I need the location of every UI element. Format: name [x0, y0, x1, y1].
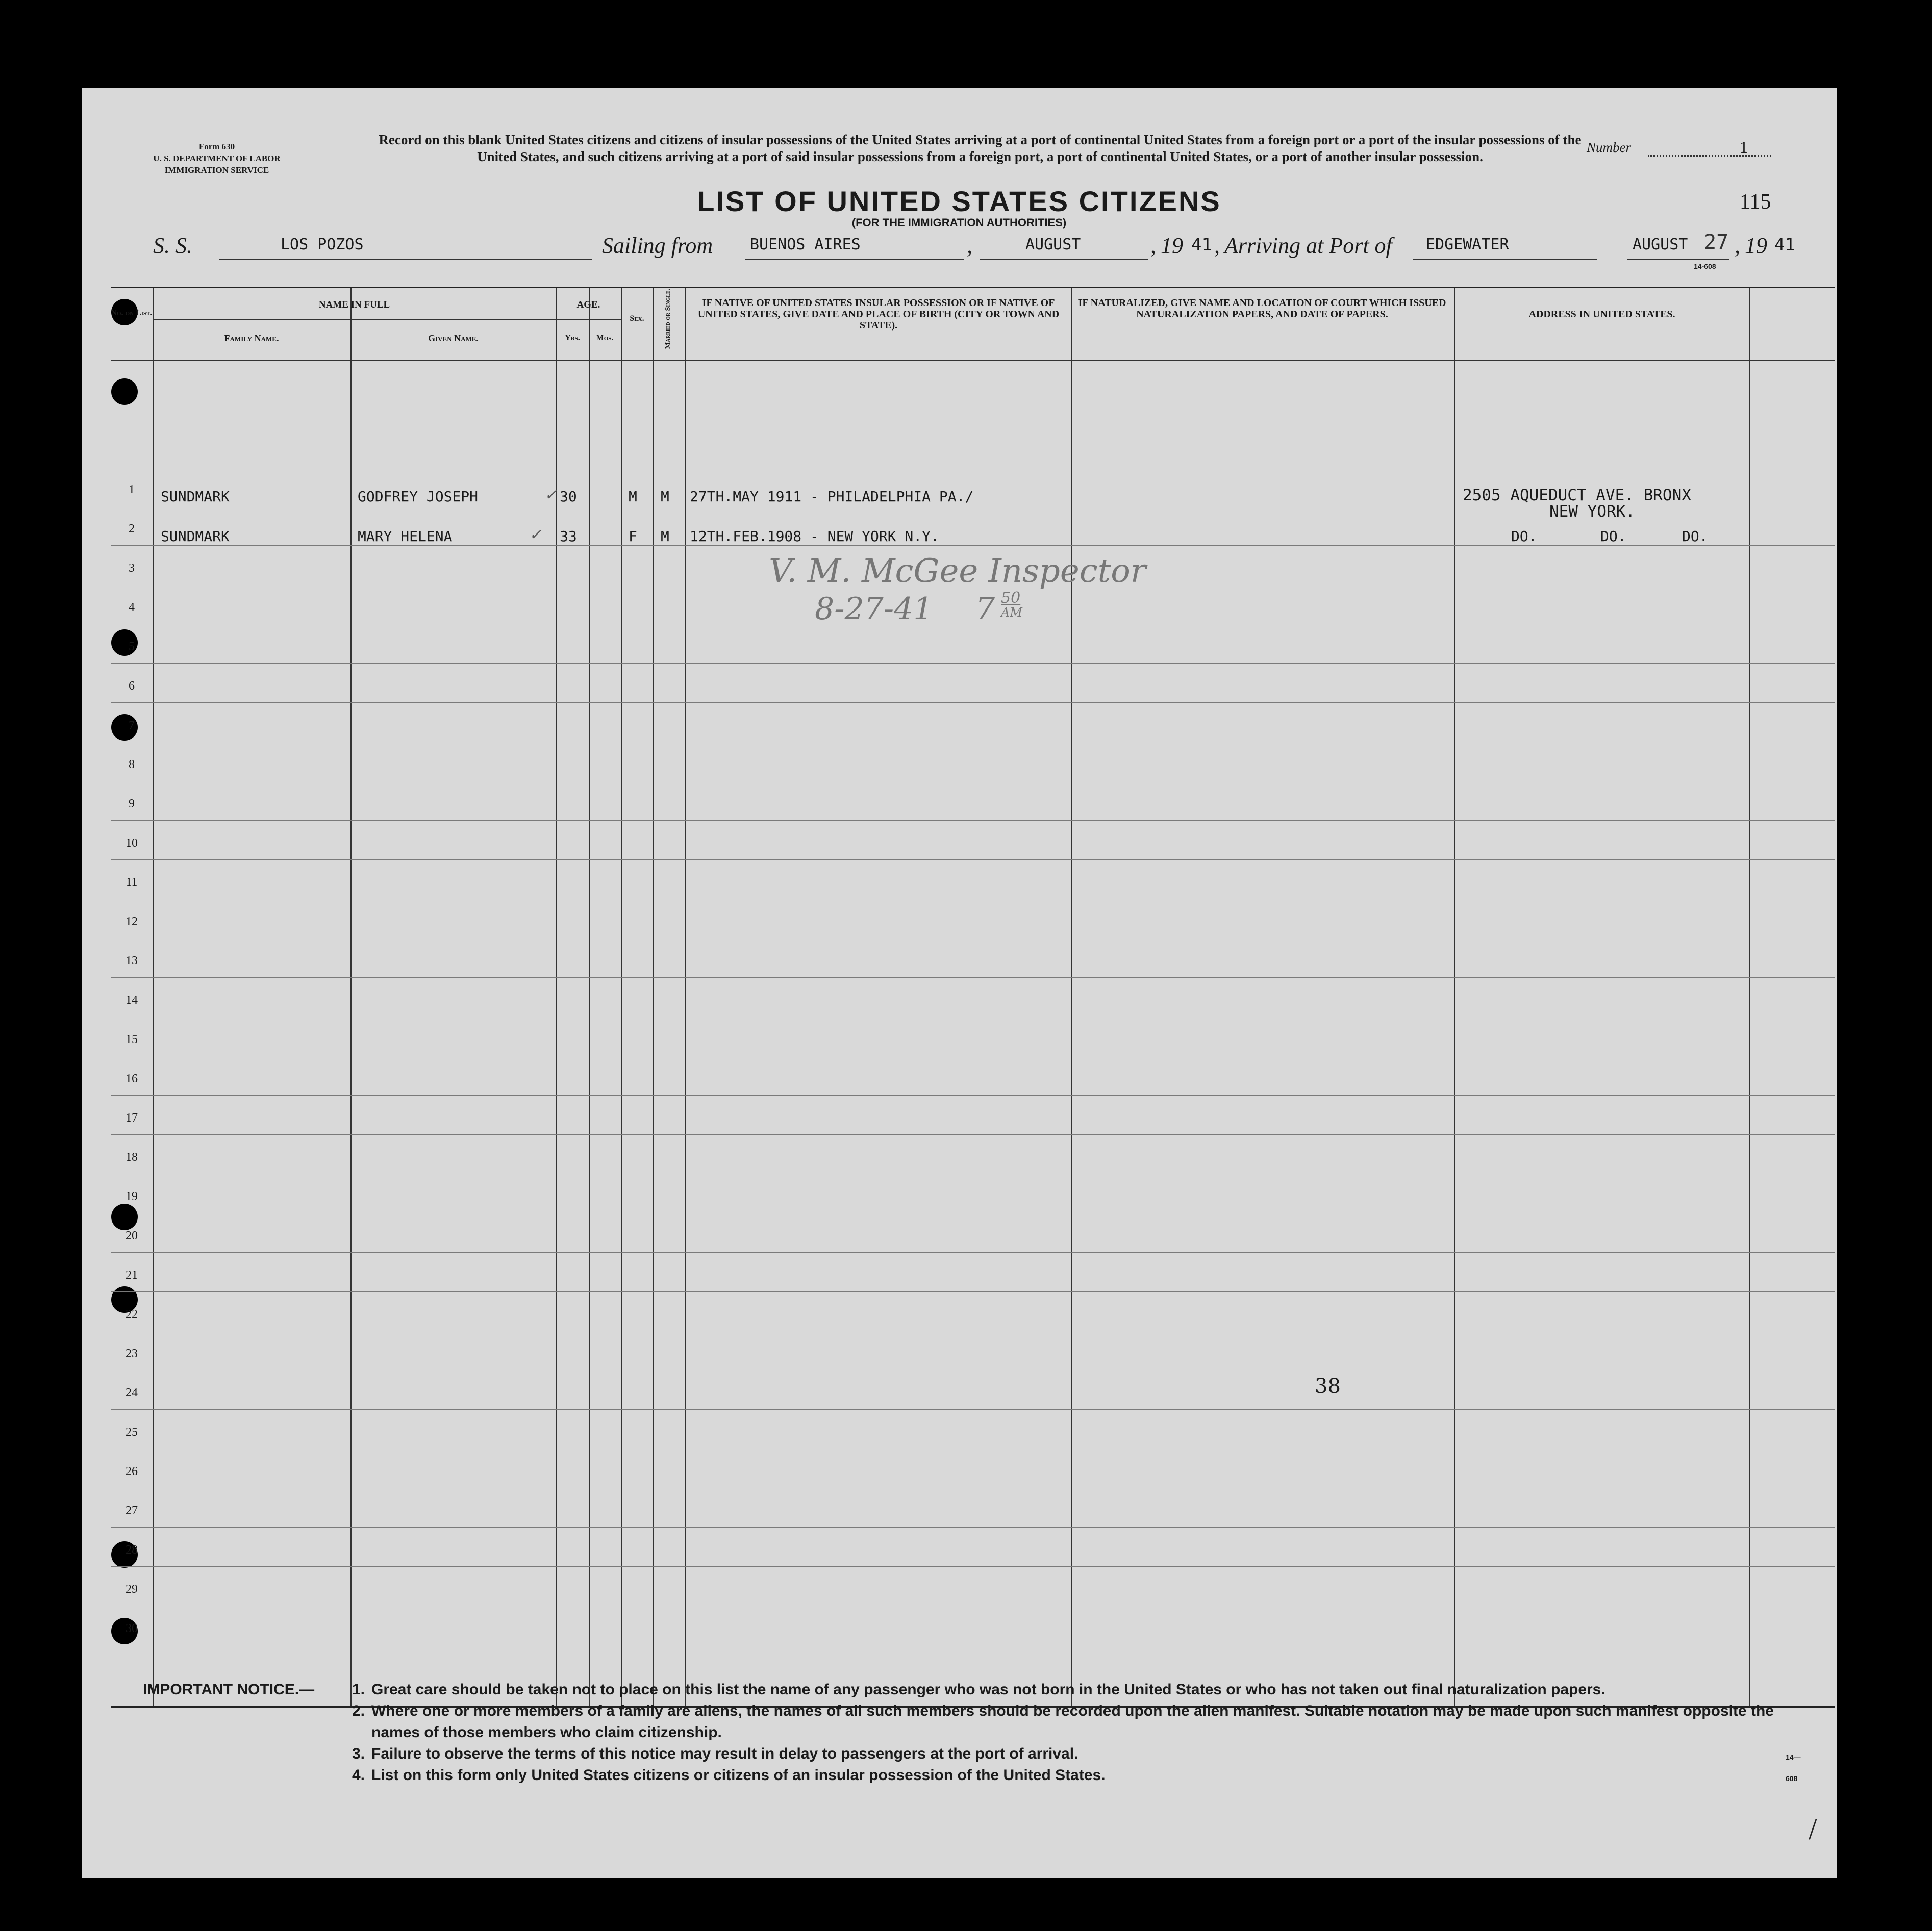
inspection-minutes: 50	[1001, 589, 1021, 607]
row-number: 6	[129, 679, 135, 693]
form-subtitle: (FOR THE IMMIGRATION AUTHORITIES)	[851, 216, 1067, 229]
notice-item	[352, 1679, 1821, 1700]
header-naturalization: IF NATURALIZED, GIVE NAME AND LOCATION OF COURT WHICH ISSUED NATURALIZATION PAPERS, AND DATE OF PAPERS.	[1078, 297, 1446, 320]
given-name-cell: GODFREY JOSEPH	[358, 488, 479, 505]
header-sex: Sex.	[630, 314, 644, 323]
row-number: 8	[129, 758, 135, 771]
row-number: 9	[129, 797, 135, 810]
header-yrs: Yrs.	[565, 334, 580, 342]
inspection-ampm: AM	[1001, 605, 1022, 620]
sailing-label: Sailing from	[602, 233, 713, 258]
printer-code: 14-608	[1694, 262, 1716, 270]
column-divider	[1454, 288, 1455, 1706]
depart-year-prefix: 19	[1161, 233, 1183, 258]
department: U. S. DEPARTMENT OF LABOR	[153, 154, 281, 163]
row-rule	[111, 1566, 1835, 1567]
arriving-label: Arriving at Port of	[1224, 233, 1392, 258]
header-subrule	[556, 319, 621, 320]
row-rule	[111, 1095, 1835, 1096]
row-number: 24	[126, 1386, 138, 1400]
manifest-sheet	[82, 88, 1837, 1878]
notice-item-number: 3.	[352, 1745, 365, 1762]
row-rule	[111, 1134, 1835, 1135]
row-rule	[111, 702, 1835, 703]
notice-item-text: Failure to observe the terms of this notice may result in delay to passengers at the port of arrival.	[371, 1745, 1078, 1762]
notice-item	[352, 1765, 1821, 1786]
row-number: 14	[126, 994, 138, 1007]
arrival-year: 41	[1774, 235, 1795, 255]
birth-cell: 27TH.MAY 1911 - PHILADELPHIA PA./	[690, 488, 974, 505]
column-divider	[350, 288, 352, 1706]
row-number: 12	[126, 915, 138, 928]
notice-item-text: Great care should be taken not to place on this list the name of any passenger who was not born in the United States or who has not taken out final naturalization papers.	[371, 1681, 1605, 1698]
row-number: 4	[129, 601, 135, 614]
row-number: 5	[129, 640, 135, 653]
birth-cell: 12TH.FEB.1908 - NEW YORK N.Y.	[690, 528, 939, 545]
column-divider	[653, 288, 654, 1706]
row-rule	[111, 1527, 1835, 1528]
stamp-number: 38	[1315, 1375, 1341, 1398]
passenger-table	[111, 287, 1835, 1708]
depart-month: AUGUST	[1025, 236, 1081, 253]
column-divider	[589, 288, 590, 1706]
row-number: 30	[126, 1622, 138, 1635]
check-mark: ✓	[529, 526, 542, 544]
form-instructions: Record on this blank United States citizens and citizens of insular possessions of the United States arriving at a port of continental United States from a foreign port or a port of the insular possessions of the United States, and such citizens arriving at a port of said insular possessions from a foreign port, a port of continental United States, or a port of another insular possession.	[379, 132, 1582, 164]
row-number: 19	[126, 1190, 138, 1203]
given-name-cell: MARY HELENA	[358, 528, 453, 545]
row-number: 27	[126, 1504, 138, 1517]
sex-cell: M	[629, 488, 637, 505]
arrival-month: AUGUST	[1633, 236, 1688, 253]
header-separator	[111, 360, 1835, 361]
service: IMMIGRATION SERVICE	[164, 165, 269, 175]
from-port: BUENOS AIRES	[750, 236, 861, 253]
column-divider	[1749, 288, 1750, 1706]
address-ditto-cell: DO.	[1682, 528, 1708, 545]
row-number: 13	[126, 954, 138, 968]
family-name-cell: SUNDMARK	[161, 528, 230, 545]
row-number: 22	[126, 1308, 138, 1321]
header-birth-info: IF NATIVE OF UNITED STATES INSULAR POSSESSION OR IF NATIVE OF UNITED STATES, GIVE DATE AND PLACE OF BIRTH (CITY OR TOWN AND STATE).	[697, 297, 1060, 331]
row-number: 15	[126, 1033, 138, 1046]
row-rule	[111, 977, 1835, 978]
voyage-line: S. S. LOS POZOS Sailing from BUENOS AIRES , AUGUST , 19 41 , Arriving at Port of EDGEWATER AUGUST 27 , 19 41 14-608	[153, 231, 1795, 270]
row-number: 25	[126, 1426, 138, 1439]
notice-item-number: 2.	[352, 1703, 365, 1719]
number-value: 1	[1740, 138, 1748, 156]
row-number: 3	[129, 562, 135, 575]
number-line	[1648, 155, 1771, 157]
marital-cell: M	[661, 488, 669, 505]
arrival-date-underline	[1627, 259, 1729, 260]
column-divider	[621, 288, 622, 1706]
row-number: 26	[126, 1465, 138, 1478]
header-married-or-single: Married or Single.	[664, 288, 672, 349]
header-subrule	[153, 319, 556, 320]
row-number: 2	[129, 522, 135, 536]
row-number: 1	[129, 483, 135, 496]
row-number: 18	[126, 1151, 138, 1164]
notice-list	[352, 1679, 1821, 1786]
column-divider	[1071, 288, 1072, 1706]
row-number: 21	[126, 1268, 138, 1282]
header-mos: Mos.	[596, 334, 614, 342]
page-number: 115	[1740, 190, 1771, 214]
row-number: 16	[126, 1072, 138, 1085]
inspector-signature: V. M. McGee Inspector	[769, 552, 1146, 590]
notice-label: IMPORTANT NOTICE.—	[143, 1681, 315, 1698]
number-label: Number	[1587, 140, 1631, 155]
arrival-port: EDGEWATER	[1426, 236, 1509, 253]
age-years-cell: 33	[560, 528, 577, 545]
row-number: 20	[126, 1229, 138, 1242]
notice-item	[352, 1700, 1821, 1743]
address-city-cell: NEW YORK.	[1549, 502, 1635, 521]
family-name-cell: SUNDMARK	[161, 488, 230, 505]
row-number: 10	[126, 836, 138, 850]
check-mark: ✓	[544, 486, 558, 504]
header-age: AGE.	[576, 299, 600, 310]
arrival-port-underline	[1413, 259, 1597, 260]
page-mark: /	[1809, 1812, 1817, 1846]
row-number: 29	[126, 1583, 138, 1596]
notice-item-text: Where one or more members of a family are aliens, the names of all such members should be recorded upon the alien manifest. Suitable notation may be made upon such manifest opposite the names of those members who claim citizenship.	[371, 1703, 1774, 1741]
from-port-underline	[745, 259, 964, 260]
row-rule	[111, 859, 1835, 860]
row-rule	[111, 1252, 1835, 1253]
column-divider	[685, 288, 686, 1706]
arrival-day: 27	[1704, 231, 1729, 254]
row-rule	[111, 545, 1835, 546]
address-ditto-cell: DO.	[1600, 528, 1626, 545]
form-title: LIST OF UNITED STATES CITIZENS	[697, 185, 1221, 217]
notice-item	[352, 1743, 1821, 1765]
row-rule	[111, 1409, 1835, 1410]
notice-item-number: 4.	[352, 1767, 365, 1784]
row-rule	[111, 1291, 1835, 1292]
row-rule	[111, 820, 1835, 821]
header-address: ADDRESS IN UNITED STATES.	[1528, 309, 1675, 320]
row-number: 17	[126, 1111, 138, 1125]
depart-year: 41	[1191, 235, 1212, 255]
depart-month-underline	[980, 259, 1148, 260]
header-given-name: Given Name.	[428, 333, 479, 343]
inspection-date: 8-27-41	[815, 591, 933, 627]
row-rule	[111, 663, 1835, 664]
sex-cell: F	[629, 528, 637, 545]
form-id-block	[133, 141, 301, 176]
address-ditto-cell: DO.	[1511, 528, 1537, 545]
row-number: 11	[126, 876, 138, 889]
notice-item-text: List on this form only United States citizens or citizens of an insular possession of the United States.	[371, 1767, 1106, 1784]
row-number: 23	[126, 1347, 138, 1360]
column-divider	[153, 288, 154, 1706]
row-number: 28	[126, 1543, 138, 1557]
header-no-on-list: No. on List.	[111, 309, 153, 317]
inspection-time: 7	[975, 591, 995, 627]
row-number: 7	[129, 719, 135, 732]
ship-underline	[219, 259, 592, 260]
age-years-cell: 30	[560, 488, 577, 505]
number-field	[1587, 140, 1842, 165]
form-number: Form 630	[198, 142, 235, 151]
arrival-year-prefix: 19	[1745, 233, 1767, 258]
ss-label: S. S.	[153, 233, 192, 258]
ship-name: LOS POZOS	[281, 236, 364, 253]
address-cell: 2505 AQUEDUCT AVE. BRONX	[1463, 486, 1691, 504]
header-name-in-full: NAME IN FULL	[318, 299, 390, 310]
marital-cell: M	[661, 528, 669, 545]
header-family-name: Family Name.	[224, 333, 279, 343]
footer-code: 14—608	[1786, 1753, 1801, 1783]
notice-item-number: 1.	[352, 1681, 365, 1698]
